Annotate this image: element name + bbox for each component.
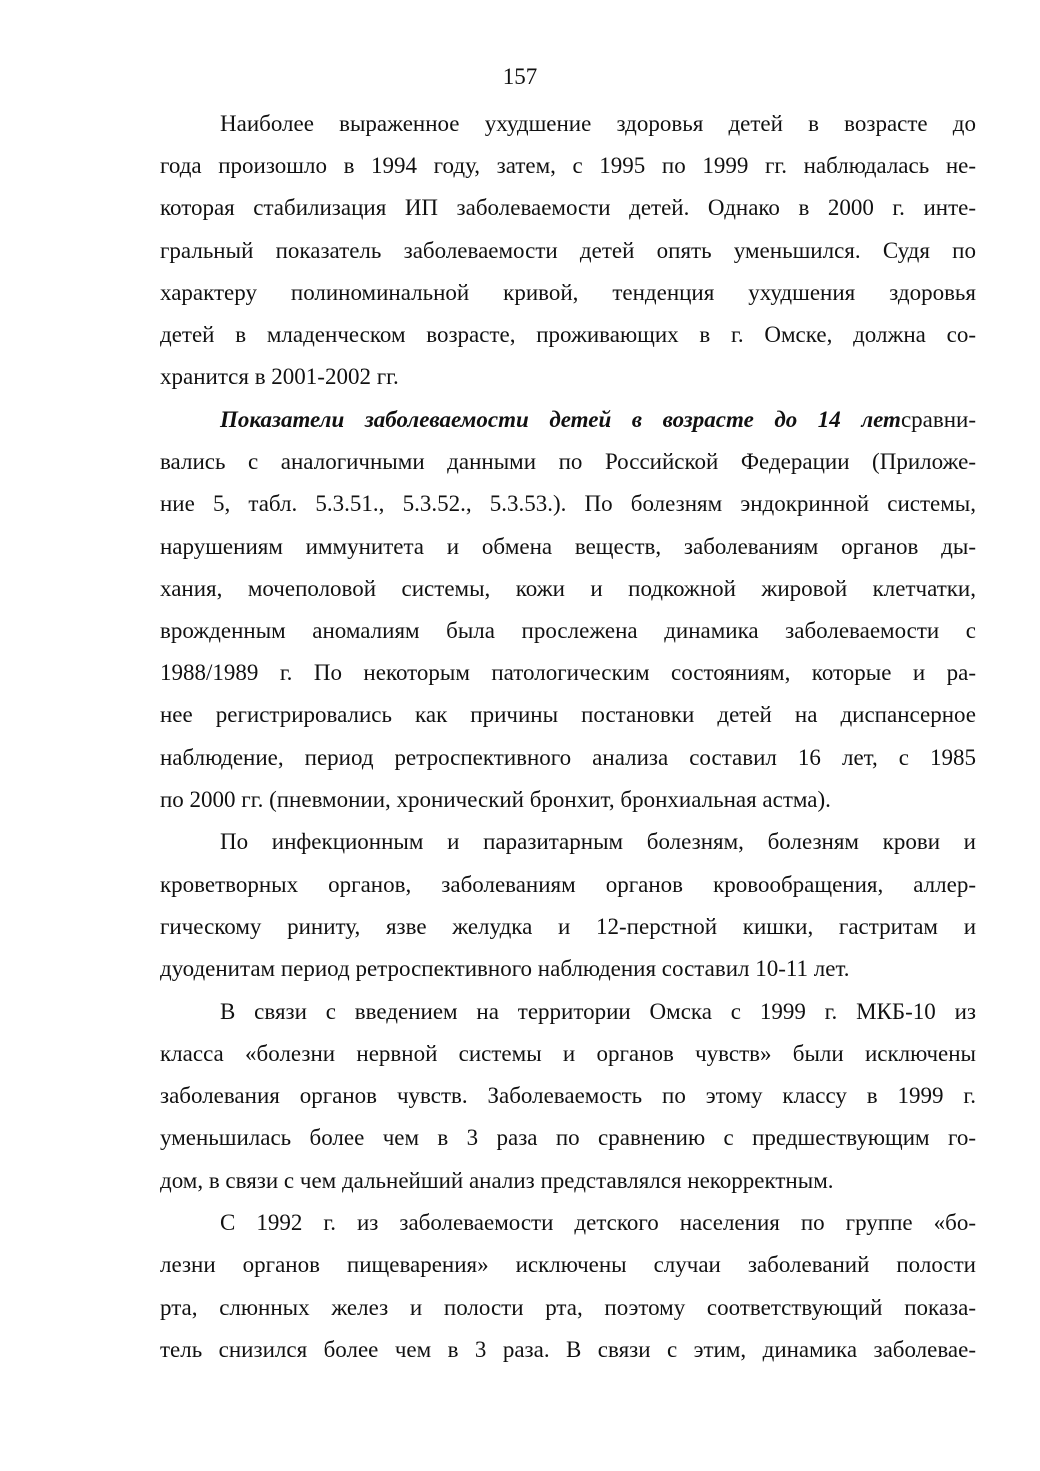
text-line: По инфекционным и паразитарным болезням, болезням крови и xyxy=(220,829,976,855)
paragraph-icd10 xyxy=(160,991,976,1202)
text-line: класса «болезни нервной системы и органов чувств» были исключены xyxy=(160,1040,976,1066)
body-text xyxy=(160,103,976,1371)
text-line: хания, мочеполовой системы, кожи и подкожной жировой клетчатки, xyxy=(160,575,976,601)
text-line: гическому риниту, язве желудка и 12-перстной кишки, гастритам и xyxy=(160,913,976,939)
text-line: нарушениям иммунитета и обмена веществ, заболеваниям органов ды- xyxy=(160,533,976,559)
text-line: дом, в связи с чем дальнейший анализ представлялся некорректным. xyxy=(160,1167,834,1193)
paragraph-infectious-diseases xyxy=(160,821,976,990)
text-line xyxy=(160,399,976,441)
text-line: заболевания органов чувств. Заболеваемость по этому классу в 1999 г. xyxy=(160,1083,976,1109)
paragraph-infant-health-trend xyxy=(160,103,976,398)
paragraph-children-under-14 xyxy=(160,399,976,821)
text-line: В связи с введением на территории Омска с 1999 г. МКБ-10 из xyxy=(220,998,976,1024)
text-line: ние 5, табл. 5.3.51., 5.3.52., 5.3.53.). По болезням эндокринной системы, xyxy=(160,491,976,517)
text-line: по 2000 гг. (пневмонии, хронический бронхит, бронхиальная астма). xyxy=(160,786,831,812)
text-line: лезни органов пищеварения» исключены случаи заболеваний полости xyxy=(160,1252,976,1278)
text-line: которая стабилизация ИП заболеваемости детей. Однако в 2000 г. инте- xyxy=(160,195,976,221)
emphasized-heading: Показатели заболеваемости детей в возрасте до 14 лет xyxy=(220,406,901,432)
text-line: дуоденитам период ретроспективного наблюдения составил 10-11 лет. xyxy=(160,956,850,982)
paragraph-digestive-diseases xyxy=(160,1202,976,1371)
text-line: нее регистрировались как причины постановки детей на диспансерное xyxy=(160,702,976,728)
text-line: характеру полиноминальной кривой, тенденция ухудшения здоровья xyxy=(160,279,976,305)
text-line: вались с аналогичными данными по Российской Федерации (Приложе- xyxy=(160,449,976,475)
lead-text: сравни- xyxy=(900,406,976,432)
text-line: С 1992 г. из заболеваемости детского населения по группе «бо- xyxy=(220,1210,976,1236)
text-line: хранится в 2001-2002 гг. xyxy=(160,364,399,390)
text-line: года произошло в 1994 году, затем, с 1995 по 1999 гг. наблюдалась не- xyxy=(160,153,976,179)
text-line: детей в младенческом возрасте, проживающих в г. Омске, должна со- xyxy=(160,322,976,348)
text-line: 1988/1989 г. По некоторым патологическим состояниям, которые и ра- xyxy=(160,660,976,686)
text-line: рта, слюнных желез и полости рта, поэтому соответствующий показа- xyxy=(160,1294,976,1320)
text-line: кроветворных органов, заболеваниям органов кровообращения, аллер- xyxy=(160,871,976,897)
text-line: тель снизился более чем в 3 раза. В связи с этим, динамика заболевае- xyxy=(160,1336,976,1362)
text-line: врожденным аномалиям была прослежена динамика заболеваемости с xyxy=(160,617,976,643)
text-line: Наиболее выраженное ухудшение здоровья детей в возрасте до xyxy=(220,111,976,136)
text-line: наблюдение, период ретроспективного анализа составил 16 лет, с 1985 xyxy=(160,744,976,770)
page-number: 157 xyxy=(502,64,538,89)
text-line: уменьшилась более чем в 3 раза по сравнению с предшествующим го- xyxy=(160,1125,976,1151)
text-line: гральный показатель заболеваемости детей опять уменьшился. Судя по xyxy=(160,237,976,263)
